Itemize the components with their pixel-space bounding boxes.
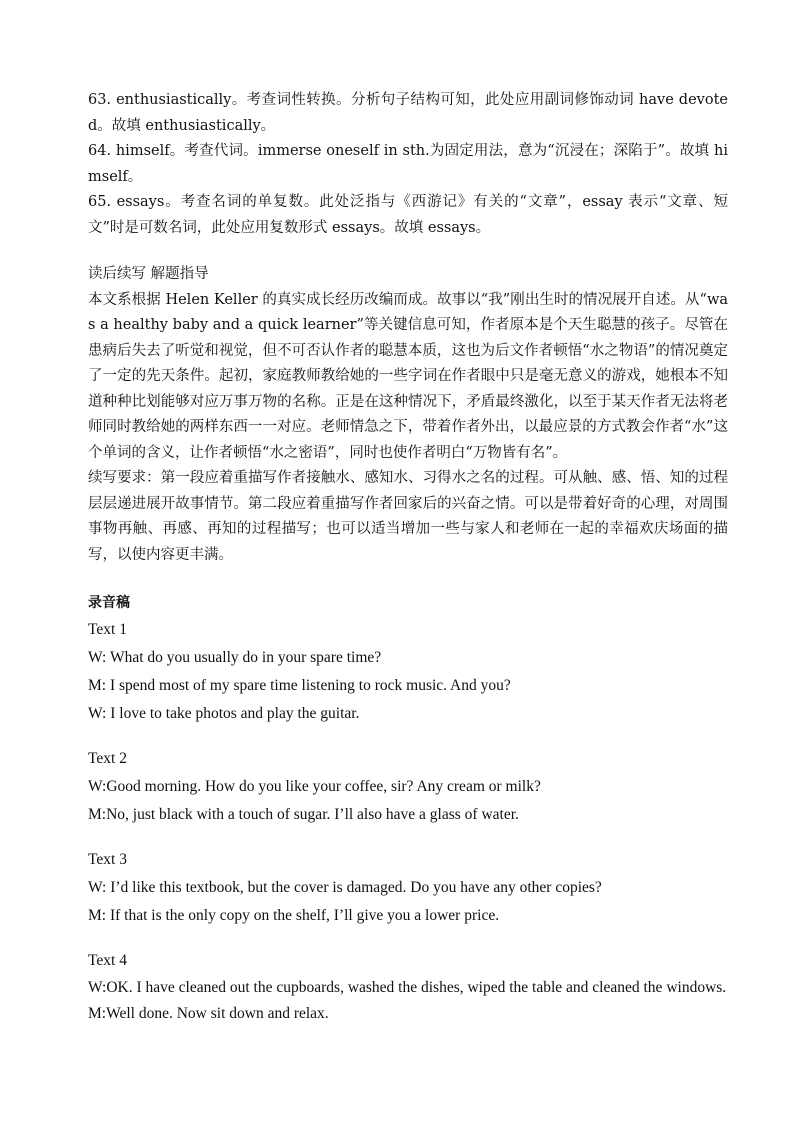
- guide-analysis: 本文系根据 Helen Keller 的真实成长经历改编而成。故事以“我”刚出生时的情况展开自述。从“was a healthy baby and a quick learner”等关键信息可知，作者原本是个天生聪慧的孩子。尽管在患病后失去了听觉和视觉，但不可否认作者的聪慧本质，这也为后文作者顿悟“水之物语”的情况奠定了一定的先天条件。起初，家庭教师教给她的一些字词在作者眼中只是毫无意义的游戏，她根本不知道种种比划能够对应万事万物的名称。正是在这种情况下，矛盾最终激化，以至于某天作者无法将老师同时教给她的两样东西一一对应。老师情急之下，带着作者外出，以最应景的方式教会作者“水”这个单词的含义，让作者顿悟“水之密语”，同时也使作者明白“万物皆有名”。: [88, 291, 728, 461]
- script-title: 录音稿: [88, 595, 130, 611]
- dialogue-line: M: I spend most of my spare time listening to rock music. And you?: [88, 677, 511, 694]
- text-4-block: [88, 947, 728, 1028]
- dialogue-line: W: What do you usually do in your spare time?: [88, 649, 382, 666]
- listening-script: [88, 591, 728, 1028]
- text-3-block: [88, 846, 728, 930]
- text-label: Text 2: [88, 750, 127, 767]
- answer-65: 65. essays。考查名词的单复数。此处泛指与《西游记》有关的“文章”，essay 表示“文章、短文”时是可数名词，此处应用复数形式 essays。故填 essays。: [88, 194, 728, 236]
- dialogue-line: W: I love to take photos and play the guitar.: [88, 705, 360, 722]
- text-label: Text 4: [88, 952, 127, 969]
- answer-64: 64. himself。考查代词。immerse oneself in sth.为固定用法，意为“沉浸在；深陷于”。故填 himself。: [88, 143, 728, 185]
- text-label: Text 3: [88, 851, 127, 868]
- text-label: Text 1: [88, 621, 127, 638]
- guide-requirements: 续写要求：第一段应着重描写作者接触水、感知水、习得水之名的过程。可从触、感、悟、知的过程层层递进展开故事情节。第二段应着重描写作者回家后的兴奋之情。可以是带着好奇的心理，对周围事物再触、再感、再知的过程描写；也可以适当增加一些与家人和老师在一起的幸福欢庆场面的描写，以使内容更丰满。: [88, 470, 728, 563]
- dialogue-line: W:Good morning. How do you like your coffee, sir? Any cream or milk?: [88, 778, 541, 795]
- guide-heading: 读后续写 解题指导: [88, 266, 209, 282]
- writing-guide: [88, 262, 728, 568]
- text-2-block: [88, 745, 728, 829]
- answer-63: 63. enthusiastically。考查词性转换。分析句子结构可知，此处应用副词修饰动词 have devoted。故填 enthusiastically。: [88, 92, 728, 134]
- document-page: [88, 88, 728, 1028]
- text-1-block: [88, 616, 728, 728]
- dialogue-line: M: If that is the only copy on the shelf, I’ll give you a lower price.: [88, 907, 500, 924]
- dialogue-line: M:Well done. Now sit down and relax.: [88, 1005, 329, 1022]
- answer-explanations: [88, 88, 728, 241]
- dialogue-line: W: I’d like this textbook, but the cover is damaged. Do you have any other copies?: [88, 879, 602, 896]
- dialogue-line: M:No, just black with a touch of sugar. I’ll also have a glass of water.: [88, 806, 519, 823]
- dialogue-line: W:OK. I have cleaned out the cupboards, washed the dishes, wiped the table and cleaned the windows.: [88, 979, 727, 996]
